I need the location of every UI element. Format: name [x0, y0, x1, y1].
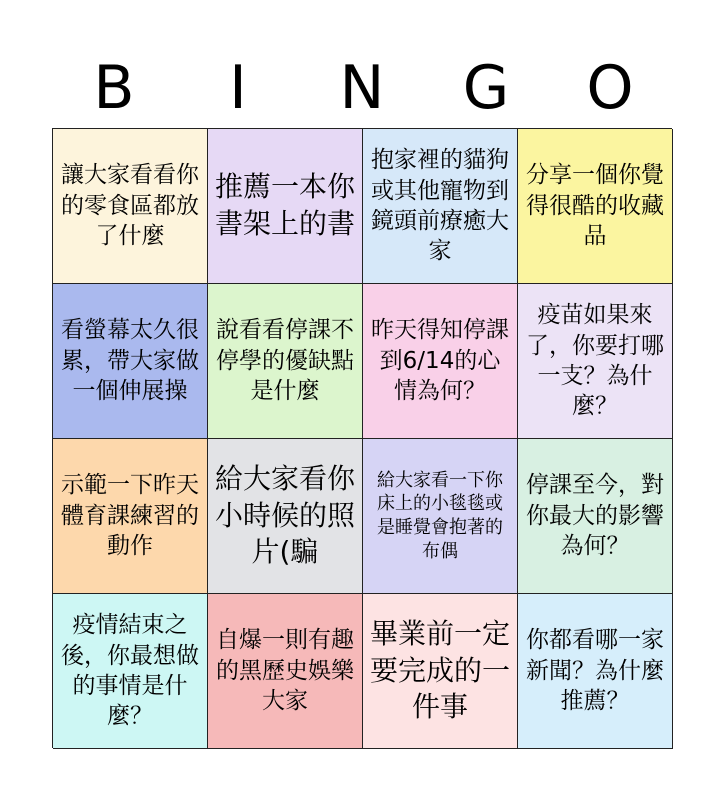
- cell-text: 抱家裡的貓狗或其他寵物到鏡頭前療癒大家: [371, 147, 509, 265]
- cell-text: 給大家看一下你床上的小毯毯或是睡覺會抱著的布偶: [377, 469, 503, 562]
- bingo-cell[interactable]: [208, 594, 363, 749]
- cell-text: 讓大家看看你的零食區都放了什麼: [61, 162, 199, 250]
- cell-text: 疫苗如果來了，你要打哪一支？為什麼？: [526, 302, 664, 420]
- cell-text: 看螢幕太久很累，帶大家做一個伸展操: [61, 317, 199, 405]
- bingo-cell[interactable]: [208, 129, 363, 284]
- bingo-cell[interactable]: [518, 594, 673, 749]
- cell-text: 昨天得知停課到6/14的心情為何？: [371, 317, 509, 405]
- header-letter-n: N: [339, 53, 385, 123]
- bingo-cell[interactable]: [53, 129, 208, 284]
- header-letter-g: G: [462, 53, 510, 123]
- header-letter-i: I: [229, 53, 247, 123]
- bingo-cell[interactable]: [518, 284, 673, 439]
- cell-text: 分享一個你覺得很酷的收藏品: [526, 162, 664, 250]
- bingo-cell[interactable]: [363, 129, 518, 284]
- cell-text: 你都看哪一家新聞？為什麼推薦？: [526, 627, 664, 715]
- bingo-cell[interactable]: [208, 439, 363, 594]
- cell-text: 給大家看你小時候的照片(騙: [214, 461, 355, 569]
- bingo-header: [52, 48, 672, 128]
- cell-text: 示範一下昨天體育課練習的動作: [61, 472, 199, 560]
- bingo-cell[interactable]: [208, 284, 363, 439]
- bingo-cell[interactable]: [363, 439, 518, 594]
- cell-text: 畢業前一定要完成的一件事: [369, 616, 510, 724]
- cell-text: 推薦一本你書架上的書: [214, 170, 355, 240]
- cell-text: 疫情結束之後，你最想做的事情是什麼？: [61, 612, 199, 730]
- bingo-cell[interactable]: [53, 439, 208, 594]
- bingo-cell[interactable]: [53, 284, 208, 439]
- bingo-cell[interactable]: [363, 284, 518, 439]
- bingo-grid: [52, 128, 672, 748]
- cell-text: 說看看停課不停學的優缺點是什麼: [216, 317, 354, 405]
- header-letter-b: B: [93, 53, 135, 123]
- bingo-cell[interactable]: [363, 594, 518, 749]
- cell-text: 自爆一則有趣的黑歷史娛樂大家: [216, 627, 354, 715]
- bingo-cell[interactable]: [53, 594, 208, 749]
- header-letter-o: O: [586, 53, 634, 123]
- bingo-cell[interactable]: [518, 439, 673, 594]
- cell-text: 停課至今，對你最大的影響為何？: [526, 472, 664, 560]
- bingo-cell[interactable]: [518, 129, 673, 284]
